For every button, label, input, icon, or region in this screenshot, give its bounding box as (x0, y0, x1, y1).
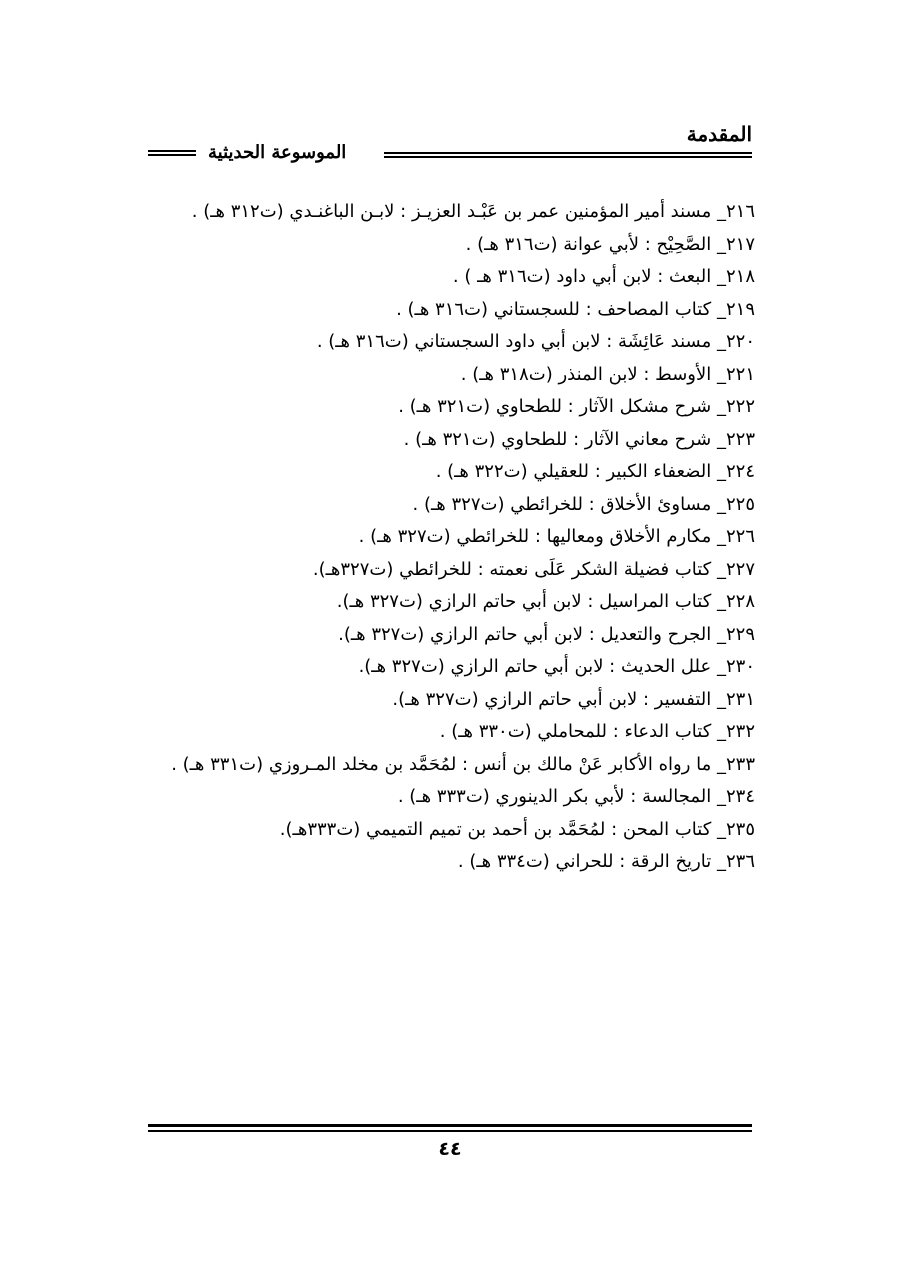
header-short-rule (148, 150, 196, 156)
bibliography-list (143, 196, 755, 879)
list-item: ٢٢٧_ كتاب فضيلة الشكر عَلَى نعمته : للخرائطي (ت٣٢٧هـ). (312, 558, 755, 580)
list-item: ٢٣٦_ تاريخ الرقة : للحراني (ت٣٣٤ هـ) . (457, 851, 755, 872)
list-item: ٢٣١_ التفسير : لابن أبي حاتم الرازي (ت٣٢٧ هـ). (392, 688, 755, 710)
list-item: ٢١٧_ الصَّحِيْح : لأبي عوانة (ت٣١٦ هـ) . (465, 233, 755, 255)
list-item: ٢٢٩_ الجرح والتعديل : لابن أبي حاتم الرازي (ت٣٢٧ هـ). (338, 623, 755, 645)
list-item: ٢١٩_ كتاب المصاحف : للسجستاني (ت٣١٦ هـ) . (396, 298, 755, 320)
list-item: ٢٢٠_ مسند عَائِشَة : لابن أبي داود السجستاني (ت٣١٦ هـ) . (316, 331, 755, 352)
header-long-rule (384, 152, 752, 158)
list-item: ٢٢٥_ مساوئ الأخلاق : للخرائطي (ت٣٢٧ هـ) . (412, 493, 755, 515)
running-header-left (148, 142, 346, 163)
list-item: ٢٣٥_ كتاب المحن : لمُحَمَّد بن أحمد بن تميم التميمي (ت٣٣٣هـ). (279, 818, 755, 840)
list-item: ٢٣٤_ المجالسة : لأبي بكر الدينوري (ت٣٣٣ هـ) . (397, 786, 755, 807)
footer-rule (148, 1124, 752, 1132)
list-item: ٢٢٨_ كتاب المراسيل : لابن أبي حاتم الرازي (ت٣٢٧ هـ). (336, 591, 755, 612)
list-item: ٢٣٠_ علل الحديث : لابن أبي حاتم الرازي (ت٣٢٧ هـ). (358, 656, 755, 677)
list-item: ٢٢٢_ شرح مشكل الآثار : للطحاوي (ت٣٢١ هـ) . (398, 396, 755, 417)
running-header (148, 122, 752, 172)
list-item: ٢٢٤_ الضعفاء الكبير : للعقيلي (ت٣٢٢ هـ) . (435, 461, 755, 482)
list-item: ٢٢٣_ شرح معاني الآثار : للطحاوي (ت٣٢١ هـ) . (403, 428, 755, 450)
section-title: المقدمة (686, 122, 752, 146)
book-title: الموسوعة الحديثية (208, 142, 347, 163)
list-item: ٢٢٦_ مكارم الأخلاق ومعاليها : للخرائطي (ت٣٢٧ هـ) . (358, 526, 755, 547)
list-item: ٢٣٢_ كتاب الدعاء : للمحاملي (ت٣٣٠ هـ) . (439, 721, 755, 742)
list-item: ٢١٦_ مسند أمير المؤمنين عمر بن عَبْـد العزيـز : لابـن الباغنـدي (ت٣١٢ هـ) . (191, 201, 755, 222)
list-item: ٢٢١_ الأوسط : لابن المنذر (ت٣١٨ هـ) . (460, 363, 755, 385)
list-item: ٢٣٣_ ما رواه الأكابر عَنْ مالك بن أنس : لمُحَمَّد بن مخلد المـروزي (ت٣٣١ هـ) . (171, 753, 755, 775)
page-number: ٤٤ (438, 1138, 462, 1160)
list-item: ٢١٨_ البعث : لابن أبي داود (ت٣١٦ هـ ) . (452, 266, 755, 287)
